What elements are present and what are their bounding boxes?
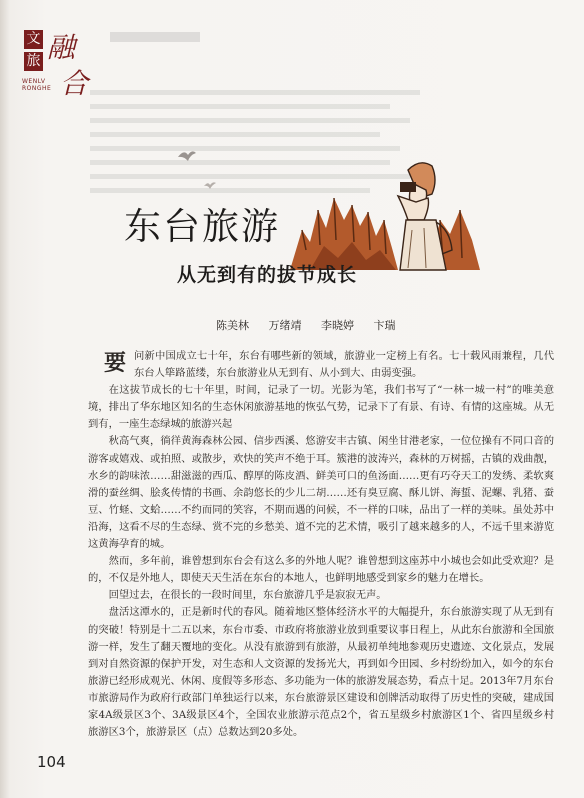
bird-small-icon [203, 180, 217, 190]
drop-cap: 要 [104, 350, 127, 376]
logo-english-1: WENLV [22, 78, 46, 85]
paragraph: 然而，多年前，谁曾想到东台会有这么多的外地人呢？谁曾想到这座苏中小城也会如此受欢迎？是的，不仅是外地人，即使天天生活在东台的本地人，也鲜明地感受到家乡的魅力在增长。 [88, 555, 554, 585]
author-line [216, 317, 412, 333]
article-title: 东台旅游 [124, 205, 280, 248]
paragraph: 回望过去，在很长的一段时间里，东台旅游几乎是寂寂无声。 [108, 589, 387, 602]
logo-char-he: 合 [60, 67, 89, 100]
page-number: 104 [37, 753, 66, 771]
bird-icon [176, 147, 198, 165]
article-body [88, 348, 554, 741]
section-logo [20, 26, 92, 100]
author-name: 卞瑞 [373, 319, 396, 332]
paragraph: 问新中国成立七十年，东台有哪些新的领域，旅游业一定榜上有名。七十载风雨兼程，几代东台人筚路蓝缕，东台旅游业从无到有、从小到大、由弱变强。 [134, 350, 554, 380]
logo-english [22, 78, 51, 92]
logo-char-rong: 融 [47, 31, 76, 64]
author-name: 李晓婷 [321, 319, 354, 332]
author-name: 陈美林 [216, 319, 249, 332]
page-spine [0, 0, 10, 798]
article-subtitle: 从无到有的拔节成长 [177, 264, 358, 286]
logo-english-2: RONGHE [22, 85, 52, 92]
paragraph: 秋高气爽，徜徉黄海森林公园、信步西溪、悠游安丰古镇、闲坐甘港老家，一位位操有不同口音的游客或嬉戏、或拍照、或散步，欢快的笑声不绝于耳。簇港的波涛兴，森林的万树摇，古镇的戏曲靓，水乡的韵味浓……甜滋滋的西瓜、醇厚的陈皮酒、鲜美可口的鱼汤面……更有巧夺天工的发绣、柔软爽滑的蚕丝绸、脍炙传情的书画、余韵悠长的少儿二胡……还有臭豆腐、酥儿饼、海蜇、泥螺、乳猪、蚕豆、竹蛏、文蛤……不约而同的笑容，不期而遇的问候，不一样的口味，品出了一样的美味。虽处苏中沿海，这看不尽的生态绿、赏不完的乡愁美、道不完的艺术情，吸引了越来越多的人，不远千里来游览这黄海孕育的城。 [88, 435, 554, 551]
logo-char-wen: 文 [24, 30, 43, 49]
logo-char-lv: 旅 [24, 52, 43, 71]
paragraph: 盘活这潭水的，正是新时代的春风。随着地区整体经济水平的大幅提升，东台旅游实现了从无到有的突破！特别是十二五以来，东台市委、市政府将旅游业放到重要议事日程上，从此东台旅游和全国旅游一样，发生了翻天覆地的变化。从没有旅游到有旅游，从最初单纯地参观历史遗迹、文化景点，发展到对自然资源的保护开发，对生态和人文资源的发扬光大，再到如今田园、乡村纷纷加入，如今的东台旅游已经形成观光、休闲、度假等多形态、多功能为一体的旅游发展态势，看点十足。2013年7月东台市旅游局作为政府行政部门单独运行以来，东台旅游景区建设和创牌活动取得了历史性的突破，建成国家4A级景区3个、3A级景区4个，全国农业旅游示范点2个，省五星级乡村旅游区1个、省四星级乡村旅游区3个，旅游景区（点）总数达到20多处。 [88, 606, 554, 739]
author-name: 万绪靖 [268, 319, 302, 332]
paragraph: 在这拔节成长的七十年里，时间，记录了一切。光影为笔，我们书写了“一林一城一村”的唯美意境，排出了华东地区知名的生态休闲旅游基地的恢弘气势，记录下了有景、有诗、有情的这座城。从无到有，一座生态绿城的旅游兴起 [88, 384, 554, 431]
